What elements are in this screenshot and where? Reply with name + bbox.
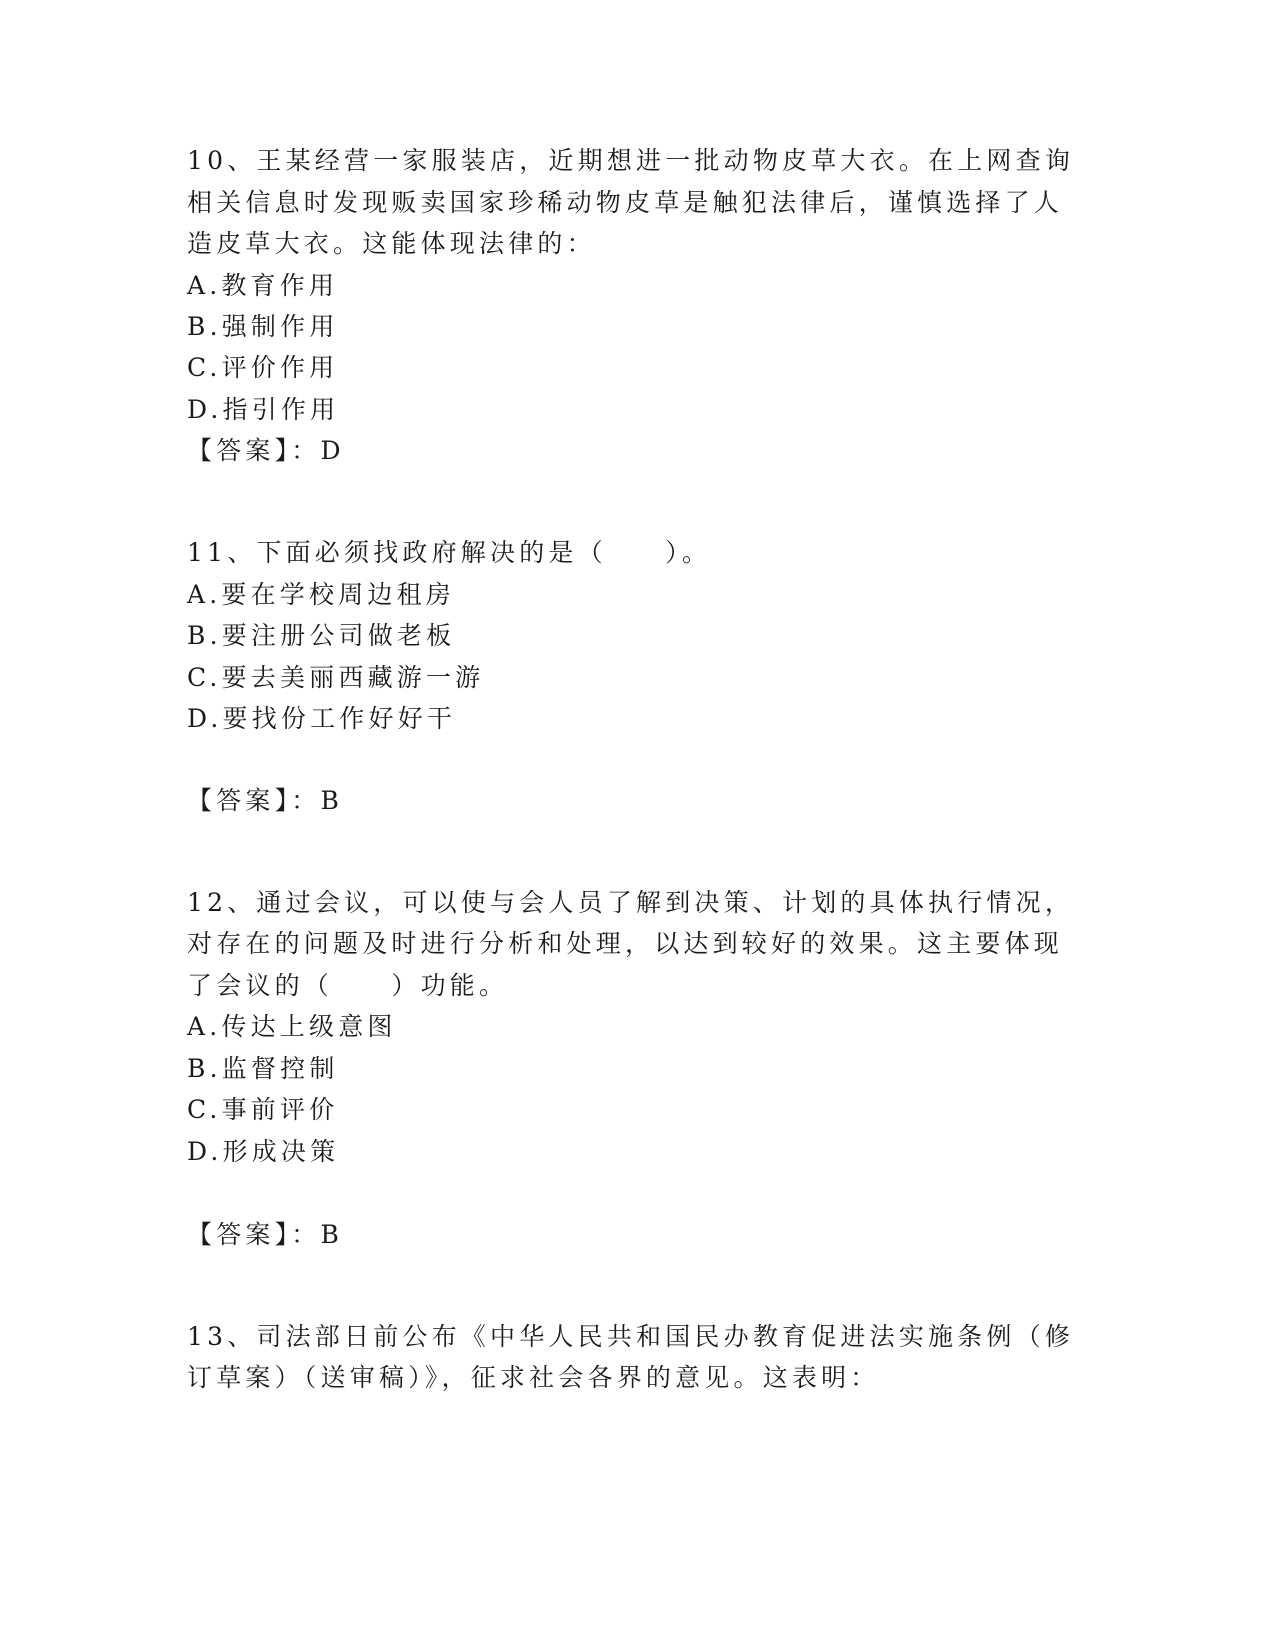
- option-d: D.形成决策: [187, 1137, 340, 1166]
- question-stem-line: 10、王某经营一家服装店，近期想进一批动物皮草大衣。在上网查询: [187, 146, 1075, 175]
- option-c: C.评价作用: [187, 353, 339, 382]
- option-d: D.要找份工作好好干: [187, 704, 457, 733]
- option-c: C.要去美丽西藏游一游: [187, 663, 485, 692]
- question-stem-line: 了会议的（ ）功能。: [187, 971, 509, 1000]
- option-d: D.指引作用: [187, 395, 340, 424]
- option-b: B.要注册公司做老板: [187, 621, 456, 650]
- question-stem-line: 11、下面必须找政府解决的是（ ）。: [187, 538, 712, 567]
- question-stem-line: 订草案）（送审稿）》，征求社会各界的意见。这表明：: [187, 1363, 880, 1392]
- answer: 【答案】：B: [187, 786, 344, 815]
- question-stem-line: 12、通过会议，可以使与会人员了解到决策、计划的具体执行情况，: [187, 888, 1075, 917]
- question-stem-line: 13、司法部日前公布《中华人民共和国民办教育促进法实施条例（修: [187, 1322, 1075, 1351]
- answer: 【答案】：D: [187, 436, 345, 465]
- question-stem-line: 相关信息时发现贩卖国家珍稀动物皮草是触犯法律后，谨慎选择了人: [187, 188, 1064, 217]
- option-a: A.要在学校周边租房: [187, 580, 456, 609]
- question-stem-line: 对存在的问题及时进行分析和处理，以达到较好的效果。这主要体现: [187, 929, 1064, 958]
- option-c: C.事前评价: [187, 1095, 339, 1124]
- option-a: A.教育作用: [187, 271, 339, 300]
- option-b: B.监督控制: [187, 1054, 339, 1083]
- option-b: B.强制作用: [187, 312, 339, 341]
- question-stem-line: 造皮草大衣。这能体现法律的：: [187, 229, 596, 258]
- answer: 【答案】：B: [187, 1220, 344, 1249]
- option-a: A.传达上级意图: [187, 1012, 397, 1041]
